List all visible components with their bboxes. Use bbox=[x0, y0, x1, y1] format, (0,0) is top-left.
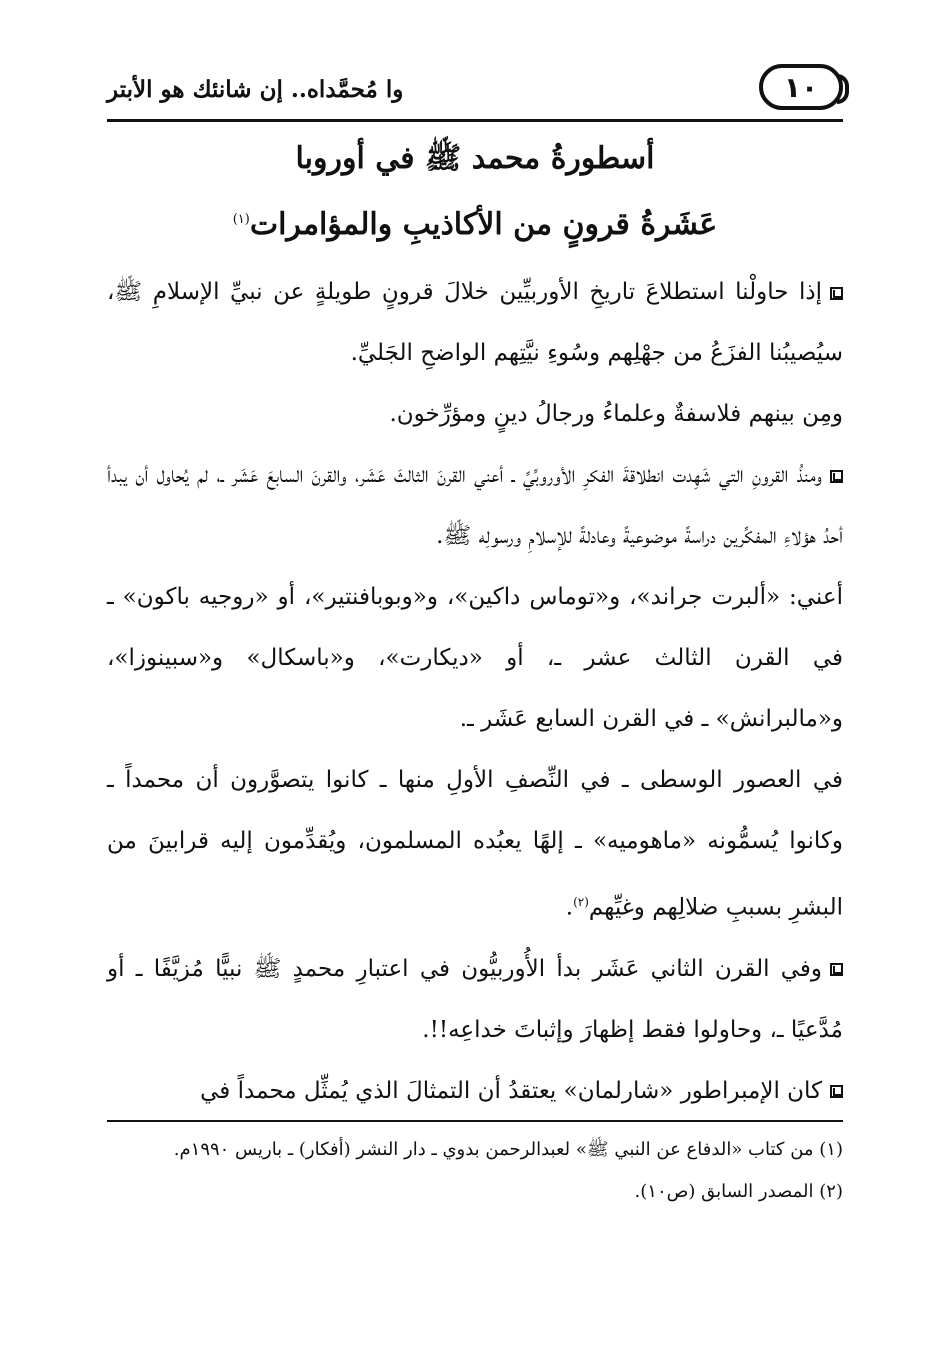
paragraph-text: إذا حاولْنا استطلاعَ تاريخِ الأوربيِّين خلالَ قرونٍ طويلةٍ عن نبيِّ الإسلامِ ﷺ، سيُصيبُنا الفزَعُ من جهْلِهم وسُوءِ نيَّتِهم الواضحِ الجَليِّ. bbox=[107, 279, 843, 366]
footnote: (٢) المصدر السابق (ص١٠). bbox=[634, 1181, 843, 1202]
paragraph bbox=[107, 445, 843, 567]
running-title: وا مُحمَّداه.. إن شانئك هو الأبتر bbox=[107, 76, 404, 103]
paragraph-text: في العصور الوسطى ـ في النِّصفِ الأولِ منها ـ كانوا يتصوَّرون أن محمداً ـ وكانوا يُسمُّونه «ماهوميه» ـ إلهًا يعبُده المسلمون، ويُقدِّمون إليه قرابينَ من البشرِ بسببِ ضلالِهم وغيِّهم bbox=[107, 767, 843, 921]
paragraph-text: وفي القرن الثاني عَشَر بدأ الأُوربيُّون في اعتبارِ محمدٍ ﷺ نبيًّا مُزيَّفًا ـ أو مُدَّعيًا ـ، وحاولوا فقط إظهارَ وإثباتَ خداعِه!!. bbox=[107, 955, 843, 1043]
footnote: (١) من كتاب «الدفاع عن النبي ﷺ» لعبدالرحمن بدوي ـ دار النشر (أفكار) ـ باريس ١٩٩٠م. bbox=[173, 1139, 843, 1160]
paragraph bbox=[107, 384, 843, 445]
paragraph bbox=[107, 1061, 843, 1122]
paragraph-text: ومنذُ القرونِ التي شَهِدت انطلاقةَ الفكرِ الأوروبِّيِّ ـ أعني القرنَ الثالثَ عَشَر، والقرنَ السابعَ عَشَر ـ، لم يُحاول أن يبدأ أحدُ هؤلاءِ المفكِّرين دراسةً موضوعيةً وعادلةً للإسلامِ ورسولِه ﷺ. bbox=[107, 462, 843, 549]
page-number: ١٠ bbox=[759, 64, 843, 110]
paragraph bbox=[107, 262, 843, 384]
page-header bbox=[107, 58, 843, 122]
paragraph-text: كان الإمبراطور «شارلمان» يعتقدُ أن التمثالَ الذي يُمثِّل محمداً في bbox=[200, 1077, 822, 1104]
paragraph bbox=[107, 750, 843, 939]
paragraph-text: أعني: «ألبرت جراند»، و«توماس داكين»، و«وبوبافنتير»، أو «روجيه باكون» ـ في القرن الثالث عشر ـ، أو «ديكارت»، و«باسكال» و«سبينوزا»، و«مالبرانش» ـ في القرن السابع عَشَر ـ. bbox=[107, 584, 843, 732]
checkbox-bullet-icon bbox=[830, 470, 843, 483]
checkbox-bullet-icon bbox=[830, 963, 843, 976]
footnotes bbox=[107, 1132, 843, 1216]
footnote-ref: (٢) bbox=[573, 895, 589, 909]
paragraph-tail: . bbox=[565, 894, 574, 921]
checkbox-bullet-icon bbox=[830, 1085, 843, 1098]
footnote-ref: (١) bbox=[232, 212, 250, 227]
paragraph bbox=[107, 567, 843, 750]
body-text bbox=[107, 262, 843, 1122]
chapter-subtitle bbox=[107, 207, 843, 242]
chapter-title: أسطورةُ محمد ﷺ في أوروبا bbox=[295, 141, 655, 176]
paragraph bbox=[107, 939, 843, 1061]
paragraph-text: ومِن بينهم فلاسفةٌ وعلماءُ ورجالُ دينٍ ومؤرِّخون. bbox=[389, 401, 843, 427]
chapter-subtitle-text: عَشَرةُ قرونٍ من الأكاذيبِ والمؤامرات bbox=[249, 207, 718, 242]
header-rule bbox=[107, 119, 843, 122]
footnote-separator bbox=[107, 1120, 843, 1122]
checkbox-bullet-icon bbox=[830, 287, 843, 300]
